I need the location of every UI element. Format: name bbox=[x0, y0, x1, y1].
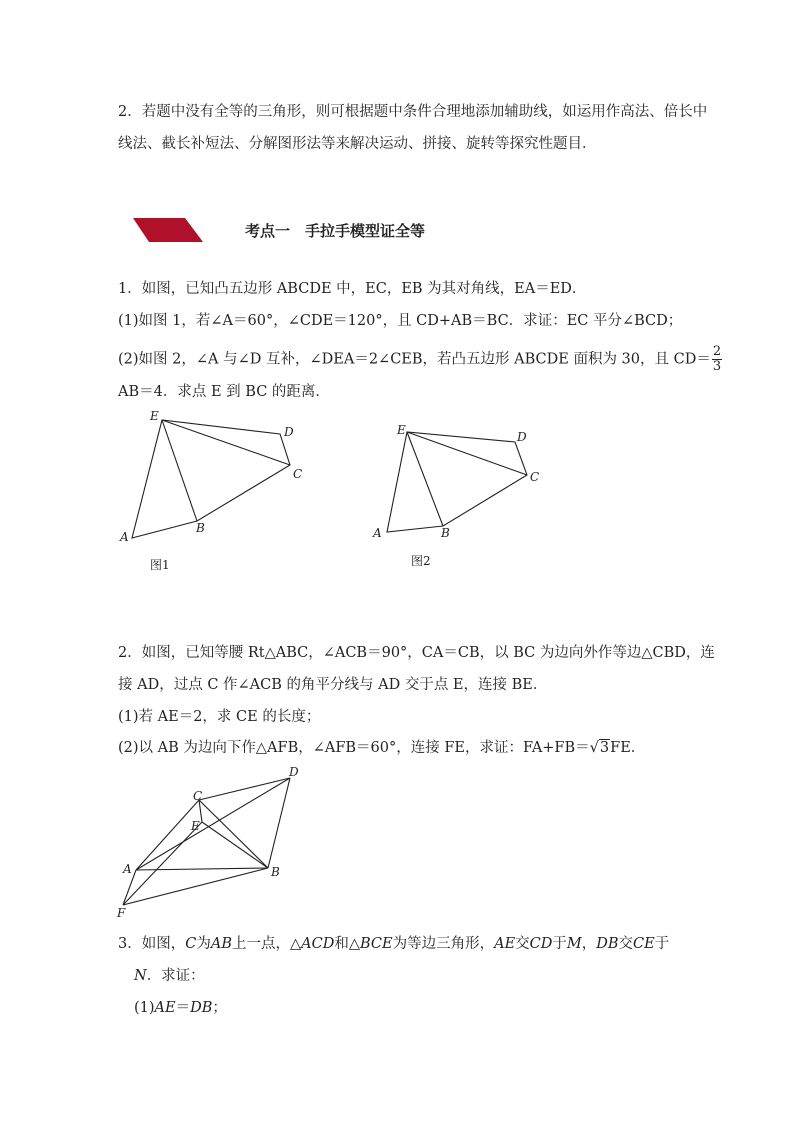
q2-fig-label-a: A bbox=[123, 862, 132, 876]
fraction-denominator: 3 bbox=[712, 359, 722, 374]
section-title: 考点一 手拉手模型证全等 bbox=[245, 222, 426, 240]
q3-text: 上一点，△ bbox=[231, 936, 302, 952]
q3-stem-line2 bbox=[134, 966, 205, 986]
q2-fig-label-c: C bbox=[193, 789, 203, 803]
fig1-label-a: A bbox=[120, 530, 129, 544]
q3-var-m: M bbox=[566, 936, 582, 952]
fig2-label-a: A bbox=[373, 526, 382, 540]
q3-part1-end: ； bbox=[212, 1000, 227, 1016]
q1-stem: 1．如图，已知凸五边形 ABCDE 中，EC，EB 为其对角线，EA＝ED． bbox=[118, 281, 587, 297]
q3-stem bbox=[118, 934, 669, 954]
q3-text: 于 bbox=[654, 936, 670, 952]
q3-part1-eq: ＝ bbox=[175, 1000, 191, 1016]
q3-part1 bbox=[134, 998, 227, 1018]
q3-text: 和△ bbox=[334, 936, 360, 952]
q2-fig-label-d: D bbox=[289, 765, 299, 779]
fig2-label-d: D bbox=[517, 430, 527, 444]
q3-var-ab: AB bbox=[210, 936, 232, 952]
section-header bbox=[133, 218, 463, 242]
q3-var-n: N bbox=[134, 968, 147, 984]
q2-figure bbox=[110, 762, 310, 922]
q2-part2 bbox=[118, 738, 645, 758]
q3-part1-label: (1) bbox=[134, 1000, 155, 1016]
q3-text: 3．如图， bbox=[118, 936, 186, 952]
q3-text: ， bbox=[581, 936, 597, 952]
fig1-label-b: B bbox=[196, 521, 205, 535]
fraction-two-thirds bbox=[712, 345, 722, 374]
q3-part1-ae: AE bbox=[154, 1000, 176, 1016]
q3-text: 为 bbox=[196, 936, 211, 952]
q1-figure-1 bbox=[110, 405, 310, 575]
banner-parallelogram bbox=[133, 218, 203, 242]
q3-text: 交 bbox=[618, 936, 634, 952]
section-header-banner bbox=[133, 218, 203, 242]
intro-line-2: 线法、截长补短法、分解图形法等来解决运动、拼接、旋转等探究性题目． bbox=[118, 136, 597, 152]
q2-fig-label-e: E bbox=[191, 819, 200, 833]
q3-var-ae: AE bbox=[494, 936, 516, 952]
q3-var-acd: ACD bbox=[301, 936, 335, 952]
fig1-label-c: C bbox=[293, 467, 303, 481]
q3-text: 为等边三角形， bbox=[392, 936, 495, 952]
sqrt-three: √3 bbox=[589, 740, 610, 756]
q3-part1-db: DB bbox=[190, 1000, 213, 1016]
fig1-label-d: D bbox=[284, 425, 294, 439]
q2-stem-line1: 2．如图，已知等腰 Rt△ABC，∠ACB＝90°，CA＝CB，以 BC 为边向外作等边△CBD，连 bbox=[118, 645, 715, 661]
q3-text: 交 bbox=[515, 936, 530, 952]
q3-text: ．求证： bbox=[146, 968, 205, 984]
q2-stem-line2: 接 AD，过点 C 作∠ACB 的角平分线与 AD 交于点 E，连接 BE． bbox=[118, 677, 548, 693]
q1-part2-text: (2)如图 2，∠A 与∠D 互补，∠DEA＝2∠CEB，若凸五边形 ABCDE 面积为 30，且 CD＝ bbox=[118, 351, 711, 368]
q2-part2-end: FE． bbox=[610, 740, 646, 756]
q3-text: 于 bbox=[552, 936, 567, 952]
q1-part2-line1 bbox=[118, 345, 723, 374]
fig2-label-e: E bbox=[397, 423, 406, 437]
q2-part1: (1)若 AE＝2，求 CE 的长度； bbox=[118, 709, 321, 725]
q3-var-c: C bbox=[185, 936, 197, 952]
intro-line-1: 2．若题中没有全等的三角形，则可根据题中条件合理地添加辅助线，如运用作高法、倍长中 bbox=[118, 104, 708, 120]
fig2-label-b: B bbox=[441, 526, 450, 540]
q1-part2-line2: AB＝4．求点 E 到 BC 的距离． bbox=[118, 384, 330, 400]
q3-var-bce: BCE bbox=[360, 936, 393, 952]
q1-figure-2 bbox=[365, 415, 565, 575]
fig2-label-c: C bbox=[530, 470, 540, 484]
q2-part2-text: (2)以 AB 为边向下作△AFB，∠AFB＝60°，连接 FE，求证：FA+FB＝ bbox=[118, 740, 590, 756]
q3-var-ce: CE bbox=[633, 936, 655, 952]
q2-fig-label-f: F bbox=[117, 906, 126, 920]
q1-part1: (1)如图 1，若∠A＝60°，∠CDE＝120°，且 CD+AB＝BC．求证：EC 平分∠BCD； bbox=[118, 313, 683, 329]
q3-var-cd: CD bbox=[529, 936, 553, 952]
fig2-caption: 图2 bbox=[411, 554, 431, 568]
q2-fig-label-b: B bbox=[271, 865, 280, 879]
fig1-caption: 图1 bbox=[150, 558, 170, 572]
fig1-label-e: E bbox=[150, 409, 159, 423]
fraction-numerator: 2 bbox=[712, 344, 722, 359]
q3-var-db: DB bbox=[596, 936, 619, 952]
sqrt-radicand: 3 bbox=[599, 740, 610, 756]
